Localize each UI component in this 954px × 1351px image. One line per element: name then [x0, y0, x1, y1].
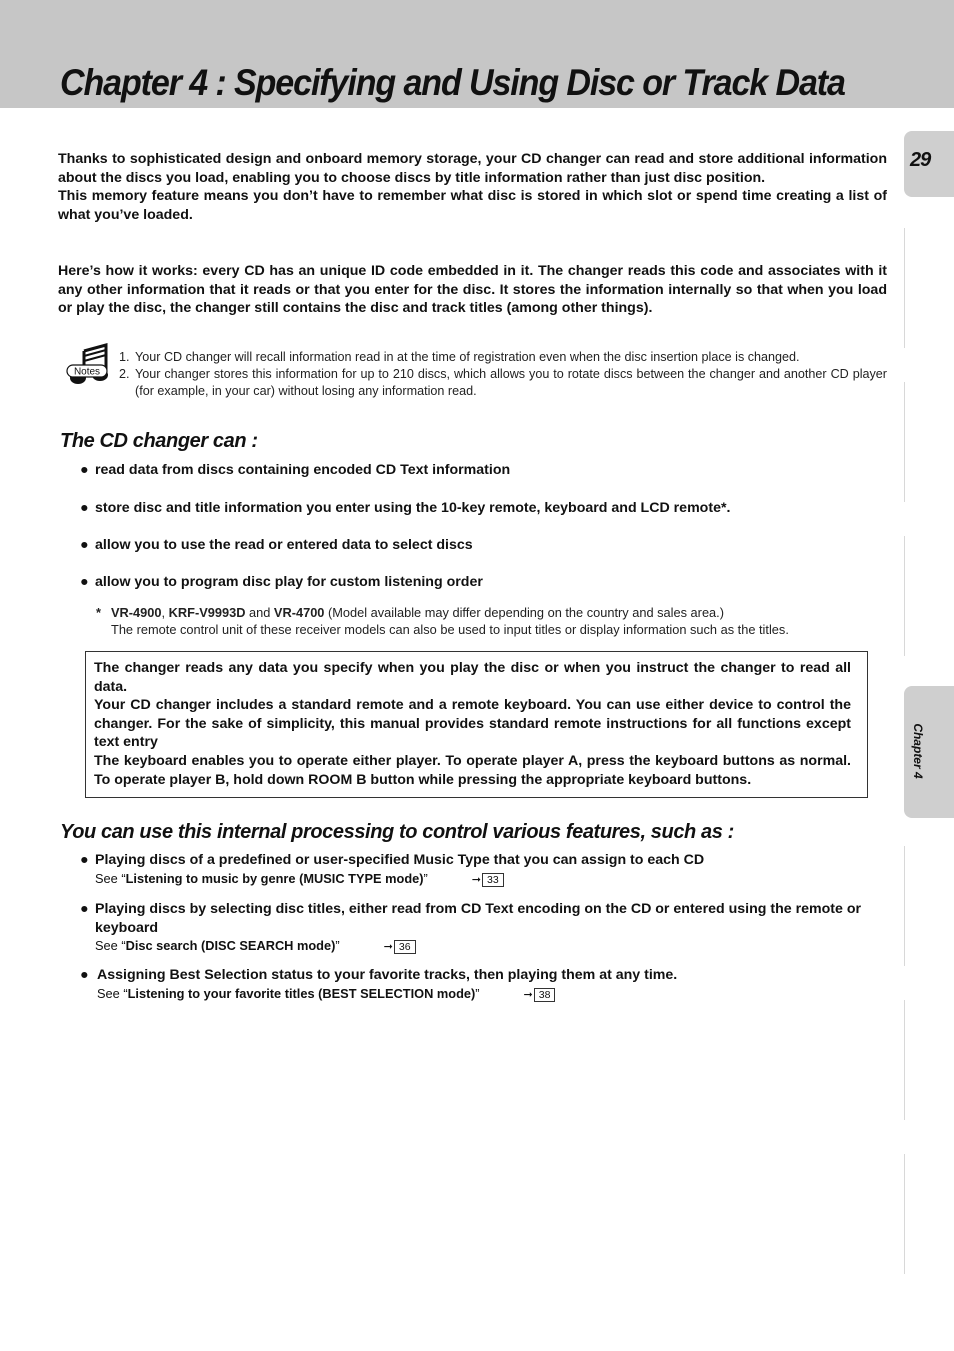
- bullet-glyph: ●: [80, 967, 89, 983]
- notes-icon-label: Notes: [73, 366, 101, 378]
- page-number: 29: [910, 149, 931, 171]
- footnote-paren: (Model available may differ depending on the country and sales area.): [324, 605, 724, 620]
- note-item: [119, 349, 887, 366]
- model-name: VR-4900: [111, 605, 162, 620]
- see-suffix: ”: [423, 870, 428, 886]
- see-prefix: See “: [97, 985, 128, 1001]
- feature-item: [80, 900, 910, 956]
- intro-paragraphs: [58, 150, 887, 224]
- page-reference-link[interactable]: 33: [482, 873, 504, 887]
- feature-item-text: Assigning Best Selection status to your favorite tracks, then playing them at any time.: [97, 967, 678, 983]
- reference-title: Listening to your favorite titles (BEST SELECTION mode): [127, 985, 476, 1001]
- see-reference: [80, 870, 910, 889]
- list-item-text: allow you to program disc play for custom listening order: [95, 574, 483, 590]
- arrow-icon: ➞: [383, 941, 393, 954]
- note-number: 2.: [119, 366, 130, 381]
- page-reference-link[interactable]: 36: [394, 940, 416, 954]
- bullet-glyph: ●: [80, 901, 89, 917]
- bullet-glyph: ●: [80, 574, 89, 590]
- bullet-glyph: ●: [80, 500, 89, 516]
- notes-icon: [66, 343, 112, 385]
- see-prefix: See “: [95, 938, 126, 954]
- list-item: [80, 461, 910, 480]
- intro-paragraph-1: Thanks to sophisticated design and onboard memory storage, your CD changer can read and store additional information about the discs you load, enabling you to choose discs by title information rather than just disc position.: [58, 151, 887, 186]
- list-item-text: allow you to use the read or entered data to select discs: [95, 537, 473, 553]
- info-box-paragraph-2: Your CD changer includes a standard remote and a remote keyboard. You can use either device to control the changer. For the sake of simplicity, this manual provides standard remote instructions for all functions except text entry: [94, 697, 851, 751]
- bullet-glyph: ●: [80, 537, 89, 553]
- model-name: KRF-V9993D: [168, 605, 246, 620]
- see-suffix: ”: [475, 985, 480, 1001]
- see-reference: [80, 937, 910, 956]
- note-number: 1.: [119, 350, 130, 364]
- arrow-icon: ➞: [471, 873, 481, 886]
- note-item: [119, 366, 887, 400]
- feature-item: [80, 966, 910, 1004]
- list-item: [80, 499, 910, 518]
- reference-title: Disc search (DISC SEARCH mode): [125, 938, 336, 954]
- bullet-glyph: ●: [80, 462, 89, 478]
- info-box-paragraph-3: The keyboard enables you to operate either player. To operate player A, press the keyboard buttons as normal. To operate player B, hold down ROOM B button while pressing the appropriate keyboard buttons.: [94, 752, 851, 788]
- notes-list: [119, 349, 887, 399]
- chapter-title: Chapter 4 : Specifying and Using Disc or Track Data: [60, 62, 845, 103]
- list-item: [80, 536, 910, 555]
- see-suffix: ”: [335, 938, 340, 954]
- intro-paragraph-2: This memory feature means you don’t have to remember what disc is stored in which slot or spend time creating a list of what you’ve loaded.: [58, 188, 887, 223]
- footnote-line-1: [96, 604, 876, 621]
- page-reference-link[interactable]: 38: [534, 988, 556, 1002]
- note-text: Your changer stores this information for up to 210 discs, which allows you to rotate discs between the changer and another CD player (for example, in your car) without losing any information read.: [135, 366, 887, 398]
- see-prefix: See “: [95, 870, 126, 886]
- separator: and: [245, 605, 274, 620]
- margin-rule: [904, 1000, 905, 1120]
- intro-paragraph-3: Here’s how it works: every CD has an unique ID code embedded in it. The changer reads this code and associates with it any other information that it reads or that you enter for the disc. It stores the information internally so that when you load or play the disc, the changer still contains the disc and track titles (among other things).: [58, 263, 887, 317]
- model-footnote: [96, 604, 876, 638]
- margin-rule: [904, 228, 905, 348]
- cd-changer-can-heading: The CD changer can :: [60, 430, 258, 452]
- note-text: Your CD changer will recall information read in at the time of registration even when the disc insertion place is changed.: [135, 350, 800, 364]
- info-box: [85, 651, 868, 798]
- see-reference: [80, 985, 910, 1004]
- info-box-paragraph-1: The changer reads any data you specify when you play the disc or when you instruct the changer to read all data.: [94, 660, 851, 695]
- margin-rule: [904, 382, 905, 502]
- features-heading: You can use this internal processing to control various features, such as :: [60, 821, 734, 843]
- margin-rule: [904, 1154, 905, 1274]
- bullet-glyph: ●: [80, 852, 89, 868]
- feature-item-text: Playing discs by selecting disc titles, either read from CD Text encoding on the CD or entered using the remote or keyboard: [95, 901, 862, 936]
- arrow-icon: ➞: [523, 988, 533, 1001]
- footnote-star: *: [96, 605, 101, 620]
- feature-item: [80, 851, 910, 889]
- footnote-line-2: The remote control unit of these receiver models can also be used to input titles or display information such as the titles.: [111, 622, 789, 637]
- feature-item-text: Playing discs of a predefined or user-specified Music Type that you can assign to each CD: [95, 852, 705, 868]
- list-item: [80, 573, 910, 592]
- model-name: VR-4700: [273, 605, 325, 620]
- separator: ,: [161, 605, 169, 620]
- reference-title: Listening to music by genre (MUSIC TYPE mode): [125, 870, 424, 886]
- list-item-text: store disc and title information you enter using the 10-key remote, keyboard and LCD remote*.: [95, 500, 731, 516]
- list-item-text: read data from discs containing encoded CD Text information: [95, 462, 511, 478]
- chapter-tab-label: Chapter 4: [911, 723, 925, 779]
- intro-how-it-works: [58, 262, 887, 318]
